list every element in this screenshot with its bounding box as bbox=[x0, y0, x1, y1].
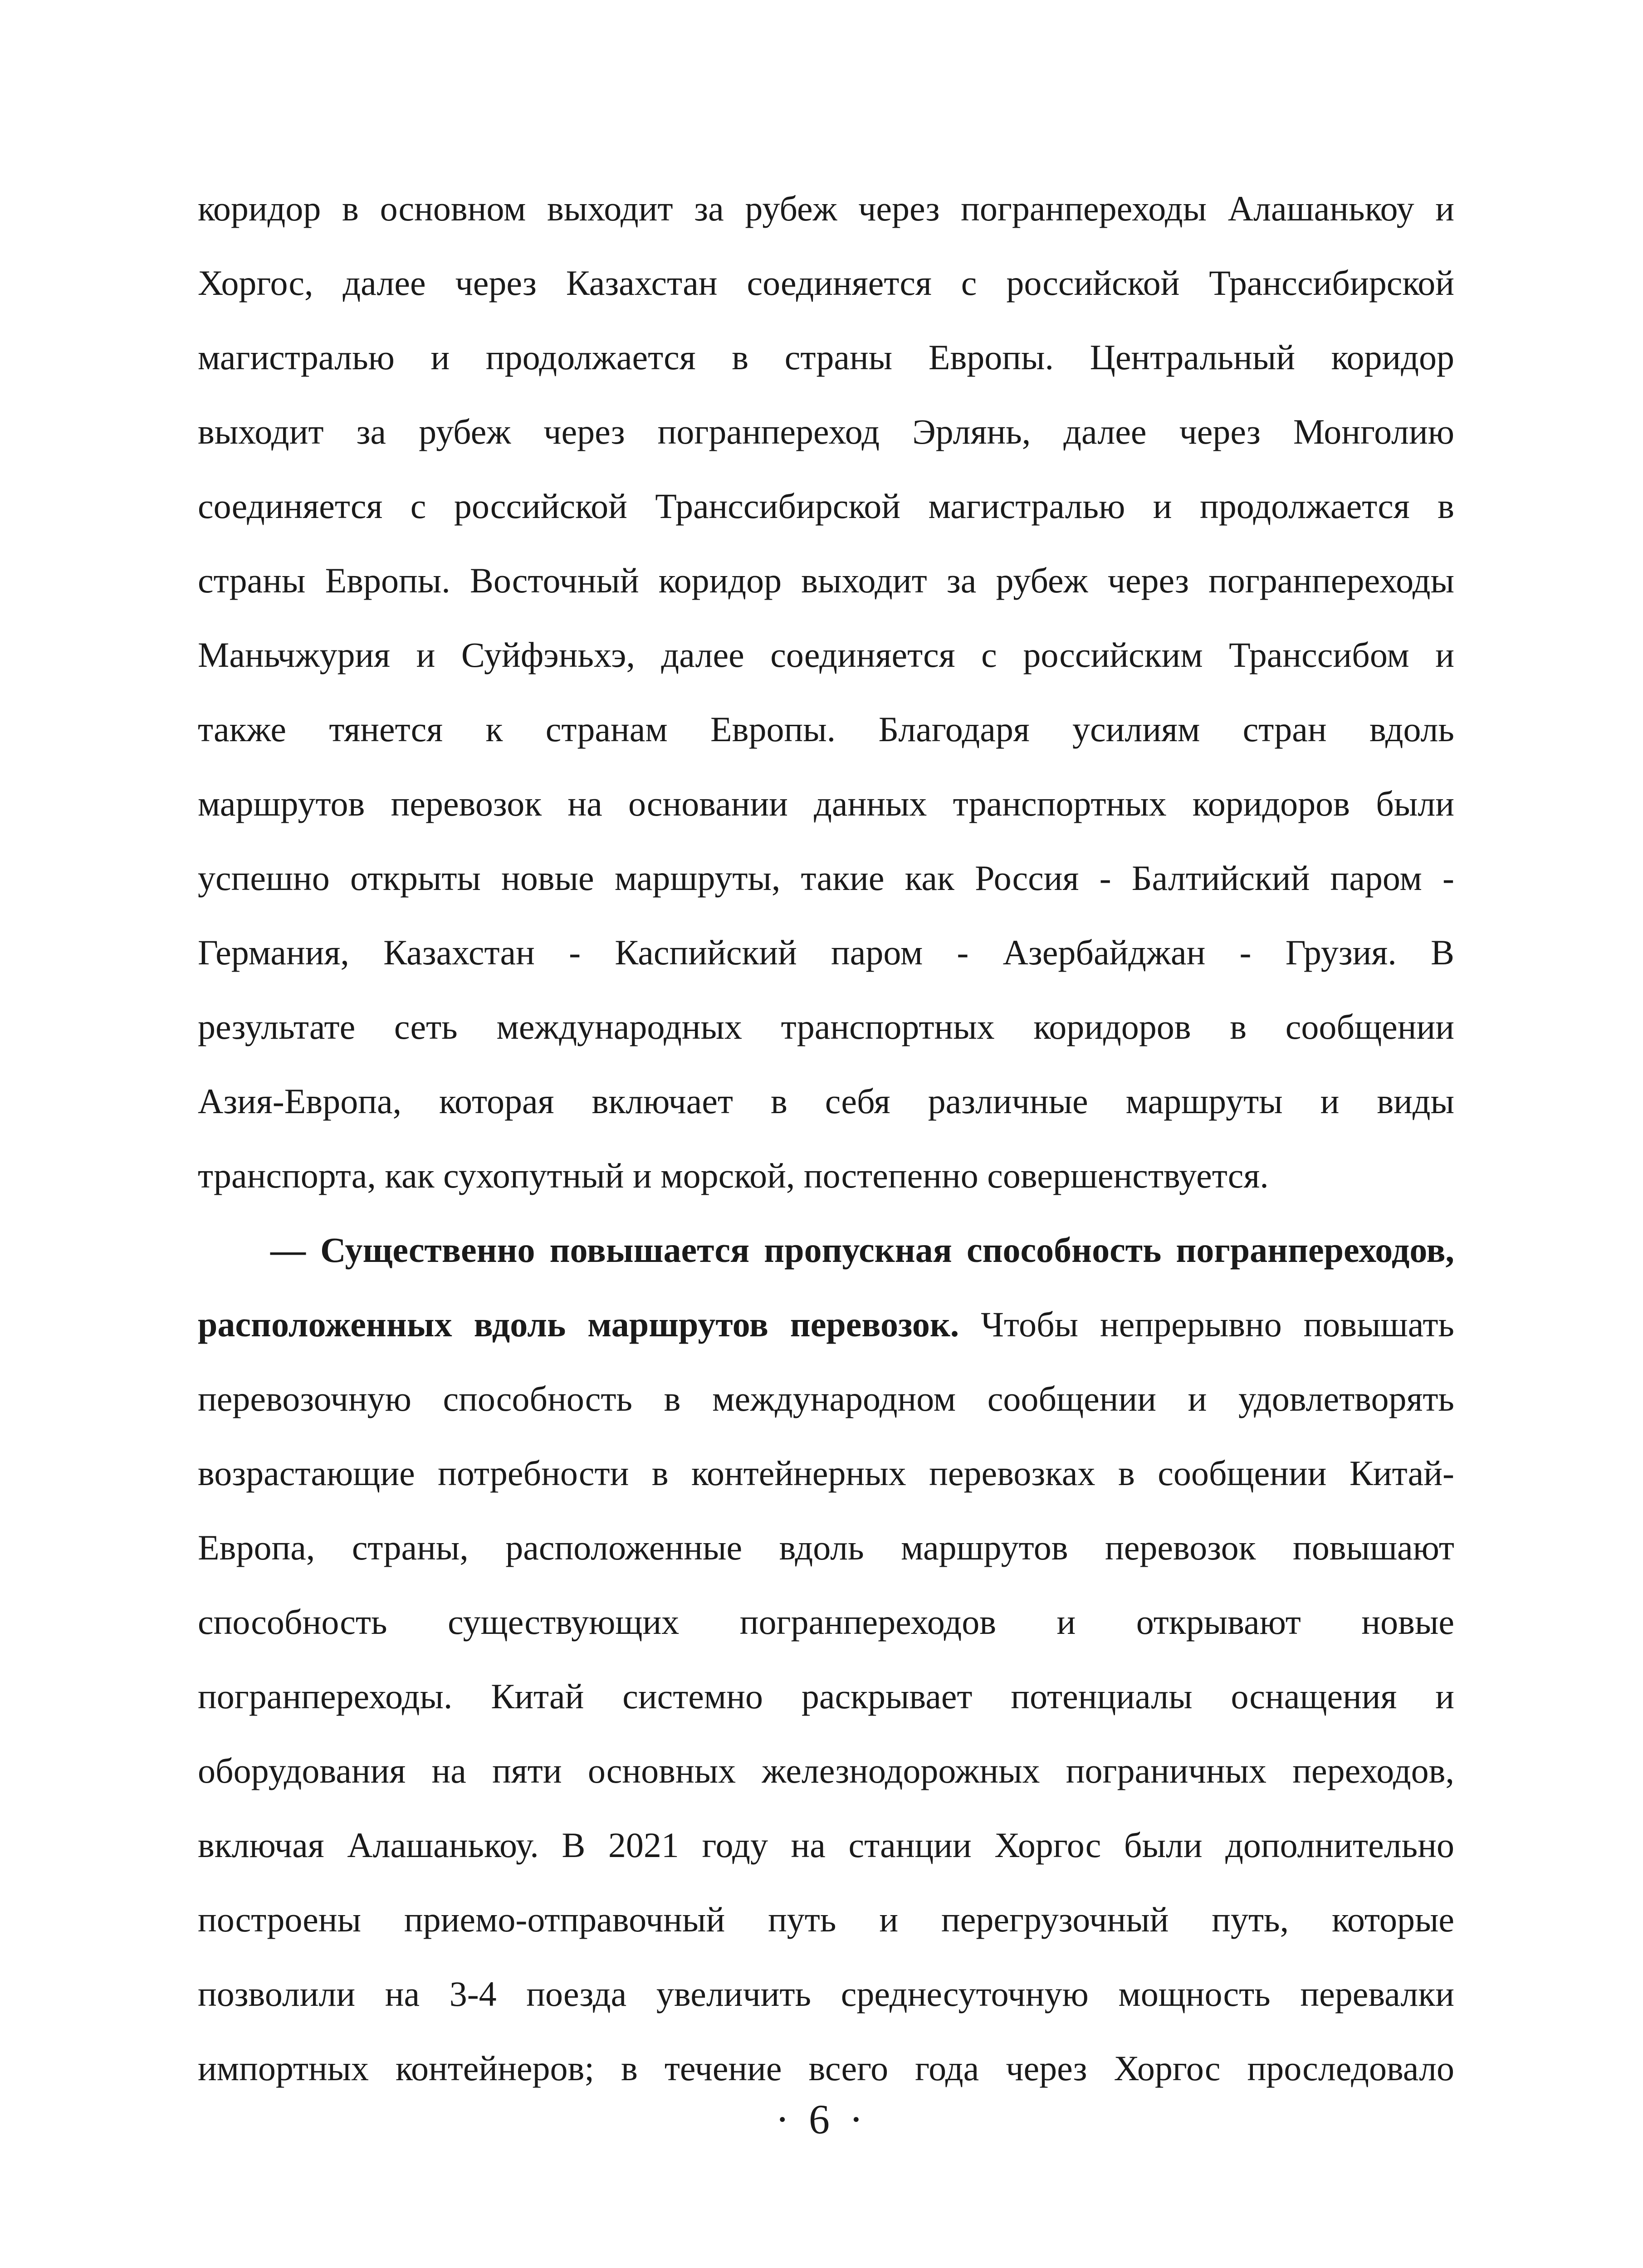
text-line: построены приемо-отправочный путь и перегрузочный путь, которые bbox=[198, 1900, 1454, 1939]
text-line: транспорта, как сухопутный и морской, постепенно совершенствуется. bbox=[198, 1156, 1269, 1195]
text-line: импортных контейнеров; в течение всего года через Хоргос проследовало bbox=[198, 2048, 1454, 2088]
text-line: позволили на 3-4 поезда увеличить среднесуточную мощность перевалки bbox=[198, 1974, 1454, 2014]
bold-heading-line bbox=[198, 1213, 1454, 1287]
text-line: соединяется с российской Транссибирской магистралью и продолжается в bbox=[198, 486, 1454, 526]
body-text bbox=[198, 171, 1454, 2106]
text-line: успешно открыты новые маршруты, такие как Россия - Балтийский паром - bbox=[198, 858, 1454, 898]
text-line: Хоргос, далее через Казахстан соединяется с российской Транссибирской bbox=[198, 263, 1454, 303]
bold-heading-text: расположенных вдоль маршрутов перевозок. bbox=[198, 1305, 959, 1344]
text-line: магистралью и продолжается в страны Европы. Центральный коридор bbox=[198, 337, 1454, 377]
text-line: маршрутов перевозок на основании данных транспортных коридоров были bbox=[198, 784, 1454, 823]
text-line: коридор в основном выходит за рубеж через погранпереходы Алашанькоу и bbox=[198, 189, 1454, 228]
text-line: включая Алашанькоу. В 2021 году на станции Хоргос были дополнительно bbox=[198, 1825, 1454, 1865]
text-line: результате сеть международных транспортных коридоров в сообщении bbox=[198, 1007, 1454, 1046]
text-line: Германия, Казахстан - Каспийский паром - Азербайджан - Грузия. В bbox=[198, 933, 1454, 972]
text-line: Азия-Европа, которая включает в себя различные маршруты и виды bbox=[198, 1081, 1454, 1121]
page-number: · 6 · bbox=[775, 2096, 868, 2142]
text-line: оборудования на пяти основных железнодорожных пограничных переходов, bbox=[198, 1751, 1454, 1790]
text-line: Европа, страны, расположенные вдоль маршрутов перевозок повышают bbox=[198, 1528, 1454, 1567]
text-line: также тянется к странам Европы. Благодаря усилиям стран вдоль bbox=[198, 709, 1454, 749]
text-line: страны Европы. Восточный коридор выходит за рубеж через погранпереходы bbox=[198, 561, 1454, 600]
bold-heading-text: — Существенно повышается пропускная способность погранпереходов, bbox=[270, 1230, 1454, 1270]
text-line: возрастающие потребности в контейнерных перевозках в сообщении Китай- bbox=[198, 1453, 1454, 1493]
text-line: Маньчжурия и Суйфэньхэ, далее соединяется с российским Транссибом и bbox=[198, 635, 1454, 675]
text-run: Чтобы непрерывно повышать bbox=[959, 1305, 1454, 1344]
text-line: перевозочную способность в международном сообщении и удовлетворять bbox=[198, 1379, 1454, 1418]
text-line: погранпереходы. Китай системно раскрывает потенциалы оснащения и bbox=[198, 1677, 1454, 1716]
text-line: выходит за рубеж через погранпереход Эрлянь, далее через Монголию bbox=[198, 412, 1454, 451]
text-line bbox=[198, 1287, 1454, 1362]
text-line: способность существующих погранпереходов и открывают новые bbox=[198, 1602, 1454, 1642]
